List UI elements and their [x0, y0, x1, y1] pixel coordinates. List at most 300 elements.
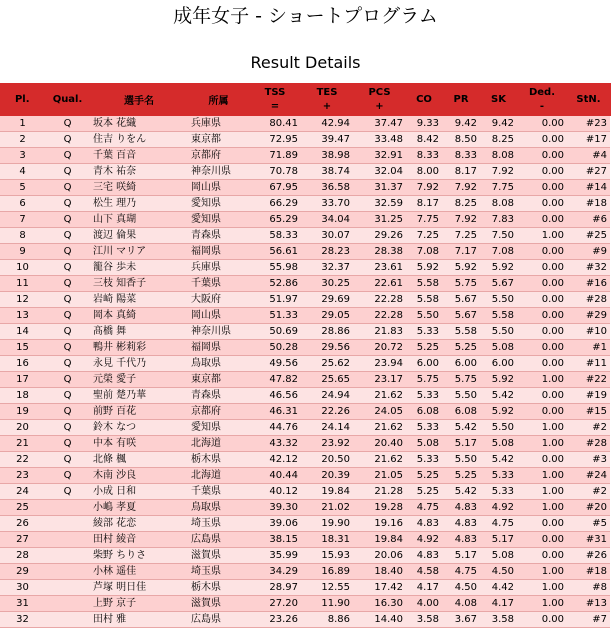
cell-pref: 鳥取県 [188, 500, 249, 516]
cell-pr: 5.25 [442, 340, 480, 356]
cell-name: 山下 真瑚 [90, 212, 188, 228]
table-row [0, 180, 610, 196]
cell-tes: 38.98 [301, 148, 353, 164]
cell-name: 住吉 りをん [90, 132, 188, 148]
cell-stn: #9 [567, 244, 610, 260]
cell-co: 7.25 [406, 228, 442, 244]
cell-tes: 11.90 [301, 596, 353, 612]
cell-pcs: 23.61 [353, 260, 406, 276]
cell-sk: 5.33 [480, 484, 517, 500]
cell-pref: 千葉県 [188, 484, 249, 500]
cell-co: 5.33 [406, 452, 442, 468]
cell-sk: 5.08 [480, 548, 517, 564]
cell-ded: 0.00 [517, 516, 567, 532]
cell-pl: 1 [0, 116, 45, 132]
column-header-label: PR [453, 94, 469, 105]
cell-stn: #18 [567, 196, 610, 212]
cell-co: 4.17 [406, 580, 442, 596]
cell-co: 5.75 [406, 372, 442, 388]
table-row [0, 548, 610, 564]
cell-qual: Q [45, 148, 90, 164]
cell-stn: #19 [567, 388, 610, 404]
cell-qual [45, 532, 90, 548]
column-header-label: 所属 [208, 96, 229, 107]
table-row [0, 388, 610, 404]
cell-qual: Q [45, 340, 90, 356]
cell-tes: 23.92 [301, 436, 353, 452]
cell-qual [45, 596, 90, 612]
cell-co: 5.58 [406, 276, 442, 292]
cell-ded: 0.00 [517, 132, 567, 148]
column-header-operator: = [270, 100, 280, 112]
cell-pref: 栃木県 [188, 452, 249, 468]
column-header-pr [442, 83, 480, 116]
column-header-pcs [353, 83, 406, 116]
cell-ded: 0.00 [517, 244, 567, 260]
column-header-label: 選手名 [124, 96, 154, 107]
cell-pref: 兵庫県 [188, 260, 249, 276]
table-row [0, 292, 610, 308]
cell-pcs: 16.30 [353, 596, 406, 612]
cell-tes: 29.56 [301, 340, 353, 356]
cell-sk: 6.00 [480, 356, 517, 372]
cell-sk: 5.58 [480, 308, 517, 324]
cell-pl: 28 [0, 548, 45, 564]
table-row [0, 436, 610, 452]
cell-name: 青木 祐奈 [90, 164, 188, 180]
table-row [0, 452, 610, 468]
column-header-ded [517, 83, 567, 116]
cell-qual: Q [45, 372, 90, 388]
table-row [0, 132, 610, 148]
cell-pcs: 21.28 [353, 484, 406, 500]
cell-sk: 8.08 [480, 148, 517, 164]
cell-tss: 39.06 [249, 516, 301, 532]
cell-name: 小成 日和 [90, 484, 188, 500]
cell-pr: 5.42 [442, 420, 480, 436]
cell-stn: #31 [567, 532, 610, 548]
cell-qual: Q [45, 356, 90, 372]
cell-co: 8.33 [406, 148, 442, 164]
cell-pr: 5.42 [442, 484, 480, 500]
cell-pcs: 31.25 [353, 212, 406, 228]
cell-pcs: 32.04 [353, 164, 406, 180]
cell-name: 中本 有咲 [90, 436, 188, 452]
cell-tes: 34.04 [301, 212, 353, 228]
cell-tss: 51.97 [249, 292, 301, 308]
cell-ded: 0.00 [517, 180, 567, 196]
cell-name: 田村 綾音 [90, 532, 188, 548]
cell-stn: #3 [567, 452, 610, 468]
column-header-tss [249, 83, 301, 116]
cell-pref: 岡山県 [188, 180, 249, 196]
cell-name: 小林 遥佳 [90, 564, 188, 580]
cell-pl: 23 [0, 468, 45, 484]
cell-tes: 39.47 [301, 132, 353, 148]
table-row [0, 276, 610, 292]
cell-tes: 28.23 [301, 244, 353, 260]
cell-qual: Q [45, 484, 90, 500]
cell-pl: 15 [0, 340, 45, 356]
cell-pr: 4.83 [442, 516, 480, 532]
cell-co: 5.08 [406, 436, 442, 452]
cell-name: 籠谷 歩未 [90, 260, 188, 276]
cell-tes: 24.14 [301, 420, 353, 436]
cell-pr: 5.50 [442, 388, 480, 404]
cell-sk: 9.42 [480, 116, 517, 132]
table-row [0, 484, 610, 500]
cell-pref: 広島県 [188, 612, 249, 628]
cell-sk: 5.08 [480, 436, 517, 452]
cell-ded: 0.00 [517, 260, 567, 276]
table-row [0, 468, 610, 484]
table-row [0, 420, 610, 436]
column-header-operator: + [322, 100, 332, 112]
cell-pl: 10 [0, 260, 45, 276]
cell-pl: 14 [0, 324, 45, 340]
cell-stn: #28 [567, 436, 610, 452]
cell-ded: 1.00 [517, 484, 567, 500]
cell-stn: #11 [567, 356, 610, 372]
cell-qual [45, 580, 90, 596]
cell-co: 5.25 [406, 484, 442, 500]
results-table [0, 83, 611, 628]
cell-ded: 1.00 [517, 596, 567, 612]
cell-tes: 20.39 [301, 468, 353, 484]
cell-co: 5.25 [406, 340, 442, 356]
cell-pcs: 18.40 [353, 564, 406, 580]
cell-pref: 東京都 [188, 372, 249, 388]
cell-tss: 43.32 [249, 436, 301, 452]
column-header-label: Ded. [528, 86, 556, 98]
cell-sk: 4.17 [480, 596, 517, 612]
cell-pl: 11 [0, 276, 45, 292]
cell-qual: Q [45, 180, 90, 196]
column-header-pref [188, 83, 249, 116]
cell-qual: Q [45, 244, 90, 260]
cell-name: 三宅 咲綺 [90, 180, 188, 196]
cell-ded: 0.00 [517, 548, 567, 564]
cell-co: 4.83 [406, 516, 442, 532]
column-header-tes [301, 83, 353, 116]
cell-sk: 5.42 [480, 388, 517, 404]
cell-pref: 千葉県 [188, 276, 249, 292]
cell-name: 江川 マリア [90, 244, 188, 260]
cell-pref: 神奈川県 [188, 324, 249, 340]
cell-sk: 5.08 [480, 340, 517, 356]
cell-ded: 1.00 [517, 372, 567, 388]
cell-ded: 0.00 [517, 196, 567, 212]
cell-tes: 16.89 [301, 564, 353, 580]
cell-pl: 32 [0, 612, 45, 628]
cell-tss: 42.12 [249, 452, 301, 468]
cell-sk: 7.92 [480, 164, 517, 180]
cell-pcs: 23.17 [353, 372, 406, 388]
cell-pref: 愛知県 [188, 196, 249, 212]
cell-co: 5.25 [406, 468, 442, 484]
cell-qual: Q [45, 260, 90, 276]
cell-sk: 4.42 [480, 580, 517, 596]
cell-tss: 67.95 [249, 180, 301, 196]
cell-co: 4.75 [406, 500, 442, 516]
cell-pl: 29 [0, 564, 45, 580]
cell-name: 渡辺 倫果 [90, 228, 188, 244]
cell-pl: 4 [0, 164, 45, 180]
cell-stn: #27 [567, 164, 610, 180]
cell-pl: 21 [0, 436, 45, 452]
cell-stn: #16 [567, 276, 610, 292]
cell-stn: #24 [567, 468, 610, 484]
cell-stn: #29 [567, 308, 610, 324]
cell-ded: 0.00 [517, 164, 567, 180]
cell-tss: 40.12 [249, 484, 301, 500]
cell-tss: 38.15 [249, 532, 301, 548]
cell-pr: 5.17 [442, 548, 480, 564]
cell-name: 芦塚 明日佳 [90, 580, 188, 596]
cell-pl: 20 [0, 420, 45, 436]
cell-ded: 1.00 [517, 228, 567, 244]
cell-qual: Q [45, 276, 90, 292]
table-row [0, 324, 610, 340]
cell-name: 三枝 知香子 [90, 276, 188, 292]
cell-tes: 29.69 [301, 292, 353, 308]
cell-pref: 滋賀県 [188, 596, 249, 612]
cell-pl: 24 [0, 484, 45, 500]
cell-stn: #13 [567, 596, 610, 612]
table-row [0, 212, 610, 228]
cell-sk: 5.50 [480, 324, 517, 340]
cell-pcs: 32.59 [353, 196, 406, 212]
table-row [0, 116, 610, 132]
cell-pl: 5 [0, 180, 45, 196]
cell-pref: 愛知県 [188, 212, 249, 228]
cell-co: 4.92 [406, 532, 442, 548]
cell-tes: 42.94 [301, 116, 353, 132]
cell-pref: 京都府 [188, 148, 249, 164]
cell-name: 聖前 楚乃華 [90, 388, 188, 404]
table-row [0, 196, 610, 212]
cell-ded: 0.00 [517, 340, 567, 356]
cell-pcs: 20.72 [353, 340, 406, 356]
cell-sk: 4.75 [480, 516, 517, 532]
cell-pref: 大阪府 [188, 292, 249, 308]
cell-pl: 19 [0, 404, 45, 420]
cell-ded: 0.00 [517, 116, 567, 132]
cell-qual: Q [45, 308, 90, 324]
cell-name: 岡本 真綺 [90, 308, 188, 324]
cell-co: 4.58 [406, 564, 442, 580]
cell-sk: 7.83 [480, 212, 517, 228]
cell-pr: 5.67 [442, 292, 480, 308]
cell-sk: 5.92 [480, 372, 517, 388]
cell-tss: 34.29 [249, 564, 301, 580]
table-row [0, 260, 610, 276]
cell-ded: 0.00 [517, 276, 567, 292]
cell-pcs: 21.05 [353, 468, 406, 484]
cell-name: 柴野 ちりさ [90, 548, 188, 564]
cell-stn: #1 [567, 340, 610, 356]
cell-ded: 0.00 [517, 532, 567, 548]
cell-name: 小嶋 孝夏 [90, 500, 188, 516]
cell-name: 元榮 愛子 [90, 372, 188, 388]
cell-pref: 福岡県 [188, 244, 249, 260]
table-body [0, 116, 610, 628]
cell-co: 7.75 [406, 212, 442, 228]
cell-ded: 0.00 [517, 324, 567, 340]
cell-pref: 京都府 [188, 404, 249, 420]
cell-ded: 0.00 [517, 612, 567, 628]
cell-pref: 神奈川県 [188, 164, 249, 180]
cell-ded: 1.00 [517, 500, 567, 516]
cell-tss: 28.97 [249, 580, 301, 596]
cell-co: 8.17 [406, 196, 442, 212]
cell-tss: 35.99 [249, 548, 301, 564]
column-header-label: StN. [576, 94, 601, 105]
cell-stn: #2 [567, 484, 610, 500]
cell-pr: 4.08 [442, 596, 480, 612]
cell-pr: 5.50 [442, 452, 480, 468]
cell-name: 坂本 花織 [90, 116, 188, 132]
cell-co: 3.58 [406, 612, 442, 628]
cell-co: 5.50 [406, 308, 442, 324]
column-header-label: PCS [368, 86, 391, 98]
cell-ded: 1.00 [517, 564, 567, 580]
cell-ded: 1.00 [517, 420, 567, 436]
cell-tes: 38.74 [301, 164, 353, 180]
cell-tes: 28.86 [301, 324, 353, 340]
table-row [0, 340, 610, 356]
cell-pcs: 23.94 [353, 356, 406, 372]
cell-pr: 7.92 [442, 180, 480, 196]
column-header-qual [45, 83, 90, 116]
cell-tes: 21.02 [301, 500, 353, 516]
cell-pr: 5.25 [442, 468, 480, 484]
cell-name: 前野 百花 [90, 404, 188, 420]
cell-name: 髙橋 舞 [90, 324, 188, 340]
column-header-label: TSS [264, 86, 286, 98]
cell-pl: 13 [0, 308, 45, 324]
cell-pcs: 29.26 [353, 228, 406, 244]
cell-name: 田村 雅 [90, 612, 188, 628]
cell-pr: 5.75 [442, 372, 480, 388]
cell-pcs: 21.62 [353, 420, 406, 436]
cell-pref: 東京都 [188, 132, 249, 148]
cell-stn: #32 [567, 260, 610, 276]
cell-pref: 鳥取県 [188, 356, 249, 372]
cell-pr: 5.75 [442, 276, 480, 292]
page-title: 成年女子 - ショートプログラム [173, 5, 438, 27]
cell-pr: 5.17 [442, 436, 480, 452]
column-header-label: Qual. [52, 94, 83, 105]
cell-pcs: 31.37 [353, 180, 406, 196]
column-header-pl [0, 83, 45, 116]
cell-pr: 8.33 [442, 148, 480, 164]
table-row [0, 532, 610, 548]
cell-co: 5.33 [406, 420, 442, 436]
cell-tes: 22.26 [301, 404, 353, 420]
cell-name: 千葉 百音 [90, 148, 188, 164]
cell-tes: 18.31 [301, 532, 353, 548]
cell-qual: Q [45, 324, 90, 340]
cell-qual: Q [45, 212, 90, 228]
cell-stn: #4 [567, 148, 610, 164]
cell-stn: #2 [567, 420, 610, 436]
cell-tss: 40.44 [249, 468, 301, 484]
cell-pr: 6.08 [442, 404, 480, 420]
cell-pl: 7 [0, 212, 45, 228]
cell-tss: 46.31 [249, 404, 301, 420]
cell-pcs: 19.84 [353, 532, 406, 548]
cell-name: 松生 理乃 [90, 196, 188, 212]
cell-pr: 5.67 [442, 308, 480, 324]
cell-pcs: 22.28 [353, 292, 406, 308]
table-row [0, 372, 610, 388]
cell-sk: 7.50 [480, 228, 517, 244]
cell-tss: 52.86 [249, 276, 301, 292]
cell-pl: 31 [0, 596, 45, 612]
cell-ded: 1.00 [517, 436, 567, 452]
cell-ded: 0.00 [517, 212, 567, 228]
cell-name: 鴨井 彬莉彩 [90, 340, 188, 356]
cell-pl: 3 [0, 148, 45, 164]
cell-pcs: 21.62 [353, 388, 406, 404]
cell-pcs: 24.05 [353, 404, 406, 420]
cell-pl: 16 [0, 356, 45, 372]
column-header-label: CO [416, 94, 432, 105]
cell-tss: 70.78 [249, 164, 301, 180]
cell-tss: 44.76 [249, 420, 301, 436]
cell-tss: 27.20 [249, 596, 301, 612]
cell-co: 5.92 [406, 260, 442, 276]
cell-pcs: 21.62 [353, 452, 406, 468]
cell-pl: 27 [0, 532, 45, 548]
cell-stn: #10 [567, 324, 610, 340]
cell-stn: #8 [567, 580, 610, 596]
table-row [0, 164, 610, 180]
cell-pr: 4.83 [442, 500, 480, 516]
cell-tes: 25.62 [301, 356, 353, 372]
column-header-operator: + [375, 100, 384, 112]
cell-qual [45, 612, 90, 628]
cell-co: 8.00 [406, 164, 442, 180]
column-header-co [406, 83, 442, 116]
page-subtitle: Result Details [250, 53, 361, 72]
cell-co: 5.33 [406, 388, 442, 404]
cell-qual [45, 564, 90, 580]
cell-pref: 岡山県 [188, 308, 249, 324]
cell-pcs: 20.40 [353, 436, 406, 452]
cell-sk: 8.08 [480, 196, 517, 212]
cell-qual: Q [45, 164, 90, 180]
cell-pl: 22 [0, 452, 45, 468]
cell-qual: Q [45, 404, 90, 420]
cell-pref: 青森県 [188, 388, 249, 404]
cell-tss: 72.95 [249, 132, 301, 148]
cell-tes: 29.05 [301, 308, 353, 324]
cell-stn: #7 [567, 612, 610, 628]
cell-tss: 71.89 [249, 148, 301, 164]
cell-qual: Q [45, 452, 90, 468]
cell-pref: 青森県 [188, 228, 249, 244]
cell-pref: 北海道 [188, 468, 249, 484]
cell-pl: 18 [0, 388, 45, 404]
cell-qual: Q [45, 420, 90, 436]
table-row [0, 580, 610, 596]
cell-pl: 6 [0, 196, 45, 212]
cell-sk: 5.50 [480, 292, 517, 308]
cell-stn: #5 [567, 516, 610, 532]
cell-ded: 0.00 [517, 388, 567, 404]
